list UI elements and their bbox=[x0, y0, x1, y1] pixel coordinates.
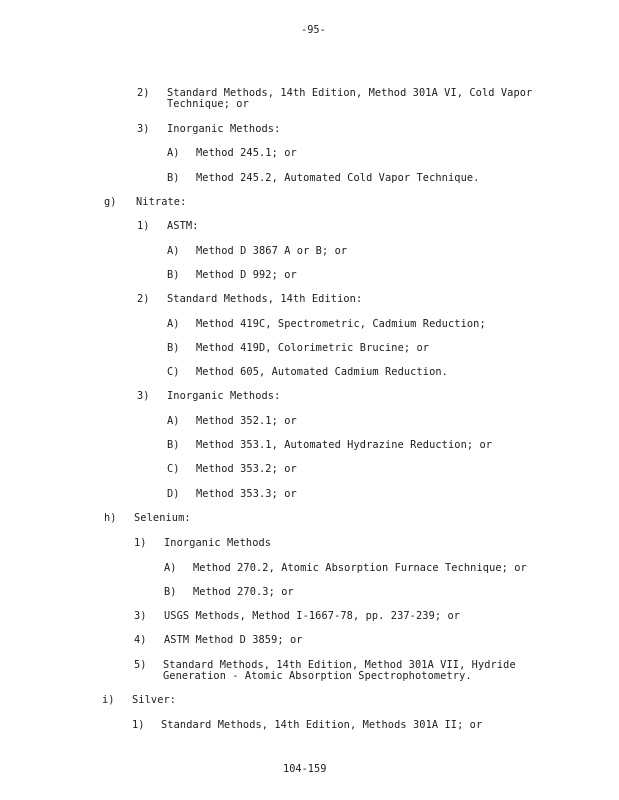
item-label: 2) bbox=[137, 87, 150, 99]
item-label: D) bbox=[167, 488, 180, 500]
item-text: Method D 992; or bbox=[196, 269, 297, 281]
section-heading: Silver: bbox=[132, 694, 177, 706]
item-text: Standard Methods, 14th Edition, Method 301A VII, Hydride bbox=[163, 659, 516, 671]
section-heading: Selenium: bbox=[134, 512, 191, 524]
item-text: Method 353.1, Automated Hydrazine Reduction; or bbox=[196, 439, 493, 451]
item-label: 1) bbox=[137, 220, 150, 232]
item-text: Method D 3867 A or B; or bbox=[196, 245, 348, 257]
item-label: 3) bbox=[137, 390, 150, 402]
item-text: Method 352.1; or bbox=[196, 415, 297, 427]
page-footer: 104-159 bbox=[283, 763, 327, 775]
item-label: 1) bbox=[134, 537, 147, 549]
item-text: Method 270.3; or bbox=[193, 586, 294, 598]
item-label: B) bbox=[164, 586, 177, 598]
item-text: Inorganic Methods: bbox=[167, 123, 281, 135]
item-label: B) bbox=[167, 342, 180, 354]
item-label: 3) bbox=[137, 123, 150, 135]
section-heading: Nitrate: bbox=[136, 196, 187, 208]
item-label: 4) bbox=[134, 634, 147, 646]
item-label: A) bbox=[164, 562, 177, 574]
item-label: 1) bbox=[132, 719, 145, 731]
item-label: B) bbox=[167, 269, 180, 281]
item-text: Standard Methods, 14th Edition, Methods 301A II; or bbox=[161, 719, 483, 731]
item-label: A) bbox=[167, 245, 180, 257]
item-text: Inorganic Methods bbox=[164, 537, 272, 549]
item-text: Method 353.3; or bbox=[196, 488, 297, 500]
item-text: Method 419D, Colorimetric Brucine; or bbox=[196, 342, 430, 354]
item-label: A) bbox=[167, 318, 180, 330]
item-label: B) bbox=[167, 172, 180, 184]
item-label: A) bbox=[167, 415, 180, 427]
item-text: Standard Methods, 14th Edition: bbox=[167, 293, 363, 305]
item-text: Inorganic Methods: bbox=[167, 390, 281, 402]
item-label: C) bbox=[167, 463, 180, 475]
item-text: Method 245.1; or bbox=[196, 147, 297, 159]
item-label: 3) bbox=[134, 610, 147, 622]
item-text-continued: Technique; or bbox=[167, 98, 249, 110]
item-text-continued: Generation - Atomic Absorption Spectrophotometry. bbox=[163, 670, 472, 682]
item-text: Method 270.2, Atomic Absorption Furnace Technique; or bbox=[193, 562, 527, 574]
page-header: -95- bbox=[301, 24, 326, 36]
section-label: h) bbox=[104, 512, 117, 524]
item-text: ASTM: bbox=[167, 220, 199, 232]
item-label: C) bbox=[167, 366, 180, 378]
item-text: Standard Methods, 14th Edition, Method 301A VI, Cold Vapor bbox=[167, 87, 533, 99]
item-text: ASTM Method D 3859; or bbox=[164, 634, 303, 646]
item-text: Method 419C, Spectrometric, Cadmium Reduction; bbox=[196, 318, 486, 330]
item-label: A) bbox=[167, 147, 180, 159]
item-text: Method 605, Automated Cadmium Reduction. bbox=[196, 366, 448, 378]
section-label: g) bbox=[104, 196, 117, 208]
item-text: USGS Methods, Method I-1667-78, pp. 237-239; or bbox=[164, 610, 461, 622]
item-label: 5) bbox=[134, 659, 147, 671]
item-text: Method 245.2, Automated Cold Vapor Technique. bbox=[196, 172, 480, 184]
item-label: 2) bbox=[137, 293, 150, 305]
item-text: Method 353.2; or bbox=[196, 463, 297, 475]
item-label: B) bbox=[167, 439, 180, 451]
section-label: i) bbox=[102, 694, 115, 706]
